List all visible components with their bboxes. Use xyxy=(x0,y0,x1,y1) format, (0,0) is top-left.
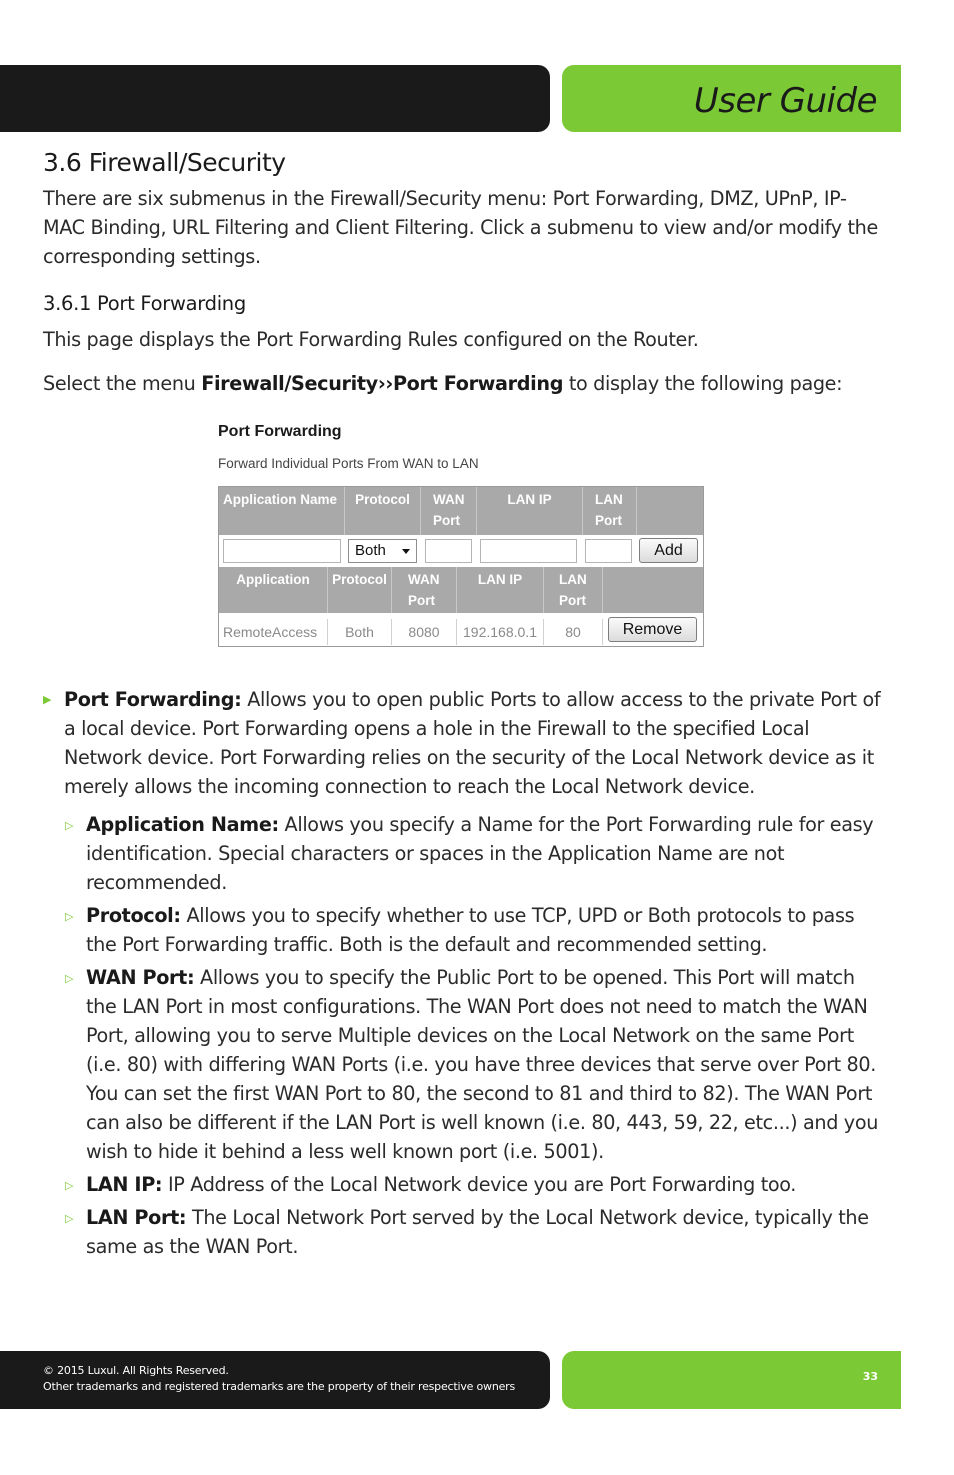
menu-path-suffix: to display the following page: xyxy=(563,372,843,395)
header-rule-wan-port: WAN Port xyxy=(392,567,457,613)
subbullet-text: The Local Network Port served by the Local Network device, typically the same as the WAN Port. xyxy=(86,1206,869,1258)
subbullet-label: LAN Port: xyxy=(86,1206,187,1229)
rule-lan-ip: 192.168.0.1 xyxy=(457,619,544,645)
triangle-outline-bullet-icon: ▷ xyxy=(65,819,74,832)
bullet-port-forwarding xyxy=(43,685,883,801)
header-rule-lan-port: LAN Port xyxy=(544,567,603,613)
wan-port-input[interactable] xyxy=(425,539,472,563)
header-protocol: Protocol xyxy=(345,487,421,535)
section-intro: There are six submenus in the Firewall/Security menu: Port Forwarding, DMZ, UPnP, IP-MAC Binding, URL Filtering and Client Filtering. Click a submenu to view and/or modify the corresponding settings. xyxy=(43,187,878,268)
screenshot-title: Port Forwarding xyxy=(218,423,342,440)
rule-header-row xyxy=(219,567,703,613)
footer-bar-green xyxy=(562,1351,901,1409)
subbullet-lan-ip xyxy=(43,1170,883,1199)
port-forwarding-table xyxy=(218,486,704,647)
port-forwarding-screenshot xyxy=(218,423,704,640)
menu-path: Firewall/Security››Port Forwarding xyxy=(201,372,564,395)
subbullet-wan-port xyxy=(43,963,883,1166)
remove-button[interactable]: Remove xyxy=(608,617,697,642)
triangle-outline-bullet-icon: ▷ xyxy=(65,1179,74,1192)
header-bar-green xyxy=(562,65,901,132)
menu-path-prefix: Select the menu xyxy=(43,372,202,395)
header-lan-ip: LAN IP xyxy=(477,487,583,535)
document-title: User Guide xyxy=(693,81,877,121)
chevron-down-icon xyxy=(402,549,410,554)
copyright: © 2015 Luxul. All Rights Reserved. xyxy=(43,1364,229,1377)
subbullet-protocol xyxy=(43,901,883,959)
header-wan-port: WAN Port xyxy=(421,487,477,535)
header-bar-dark xyxy=(0,65,550,132)
lan-port-input[interactable] xyxy=(585,539,632,563)
subbullet-lan-port xyxy=(43,1203,883,1261)
subsection-heading: 3.6.1 Port Forwarding xyxy=(43,292,246,315)
bullet-text: Allows you to open public Ports to allow access to the private Port of a local device. Port Forwarding opens a hole in the Firewall to the specified Local Network device. Port Forwarding relies on the security of the Local Network device as it merely allows the incoming connection to reach the Local Network device. xyxy=(64,688,881,798)
paragraph-menu-path xyxy=(43,369,883,398)
bullet-label: Port Forwarding: xyxy=(64,688,242,711)
subbullet-text: Allows you specify a Name for the Port Forwarding rule for easy identification. Special characters or spaces in the Application Name are not recommended. xyxy=(86,813,874,894)
header-lan-port: LAN Port xyxy=(583,487,637,535)
field-descriptions xyxy=(43,685,883,1261)
footer-bar-dark xyxy=(0,1351,550,1409)
triangle-outline-bullet-icon: ▷ xyxy=(65,910,74,923)
header-application: Application xyxy=(219,567,328,613)
screenshot-subtitle: Forward Individual Ports From WAN to LAN xyxy=(218,456,479,471)
application-name-input[interactable] xyxy=(223,539,341,563)
subbullet-text: IP Address of the Local Network device you are Port Forwarding too. xyxy=(162,1173,797,1196)
rule-application: RemoteAccess xyxy=(219,619,328,645)
subbullet-text: Allows you to specify whether to use TCP, UPD or Both protocols to pass the Port Forwarding traffic. Both is the default and recommended setting. xyxy=(86,904,855,956)
section-heading: 3.6 Firewall/Security xyxy=(43,148,286,177)
header-application-name: Application Name xyxy=(219,487,345,535)
add-button[interactable]: Add xyxy=(639,538,698,563)
page-number: 33 xyxy=(862,1370,878,1383)
triangle-outline-bullet-icon: ▷ xyxy=(65,972,74,985)
subbullet-label: Protocol: xyxy=(86,904,181,927)
protocol-select[interactable] xyxy=(348,539,417,563)
input-header-row xyxy=(219,487,703,535)
subbullet-application-name xyxy=(43,810,883,897)
triangle-bullet-icon: ▶ xyxy=(43,693,52,706)
protocol-selected-value: Both xyxy=(355,542,386,559)
paragraph-description: This page displays the Port Forwarding Rules configured on the Router. xyxy=(43,328,699,351)
rule-lan-port: 80 xyxy=(544,619,603,645)
trademark-notice: Other trademarks and registered trademarks are the property of their respective owners xyxy=(43,1380,516,1393)
rule-wan-port: 8080 xyxy=(392,619,457,645)
header-rule-protocol: Protocol xyxy=(328,567,392,613)
subbullet-label: Application Name: xyxy=(86,813,279,836)
footer-text xyxy=(43,1363,515,1395)
triangle-outline-bullet-icon: ▷ xyxy=(65,1212,74,1225)
subbullet-text: Allows you to specify the Public Port to be opened. This Port will match the LAN Port in most configurations. The WAN Port does not need to match the WAN Port, allowing you to serve Multiple devices on the Local Network on the same Port (i.e. 80) with differing WAN Ports (i.e. you have three devices that serve over Port 80. You can set the first WAN Port to 80, the second to 81 and third to 82). The WAN Port can also be different if the LAN Port is well known (i.e. 80, 443, 59, 22, etc...) and you wish to hide it behind a less well known port (i.e. 5001). xyxy=(86,966,879,1163)
lan-ip-input[interactable] xyxy=(480,539,577,563)
rule-protocol: Both xyxy=(328,619,392,645)
subbullet-label: LAN IP: xyxy=(86,1173,163,1196)
subbullet-label: WAN Port: xyxy=(86,966,195,989)
header-rule-lan-ip: LAN IP xyxy=(457,567,544,613)
